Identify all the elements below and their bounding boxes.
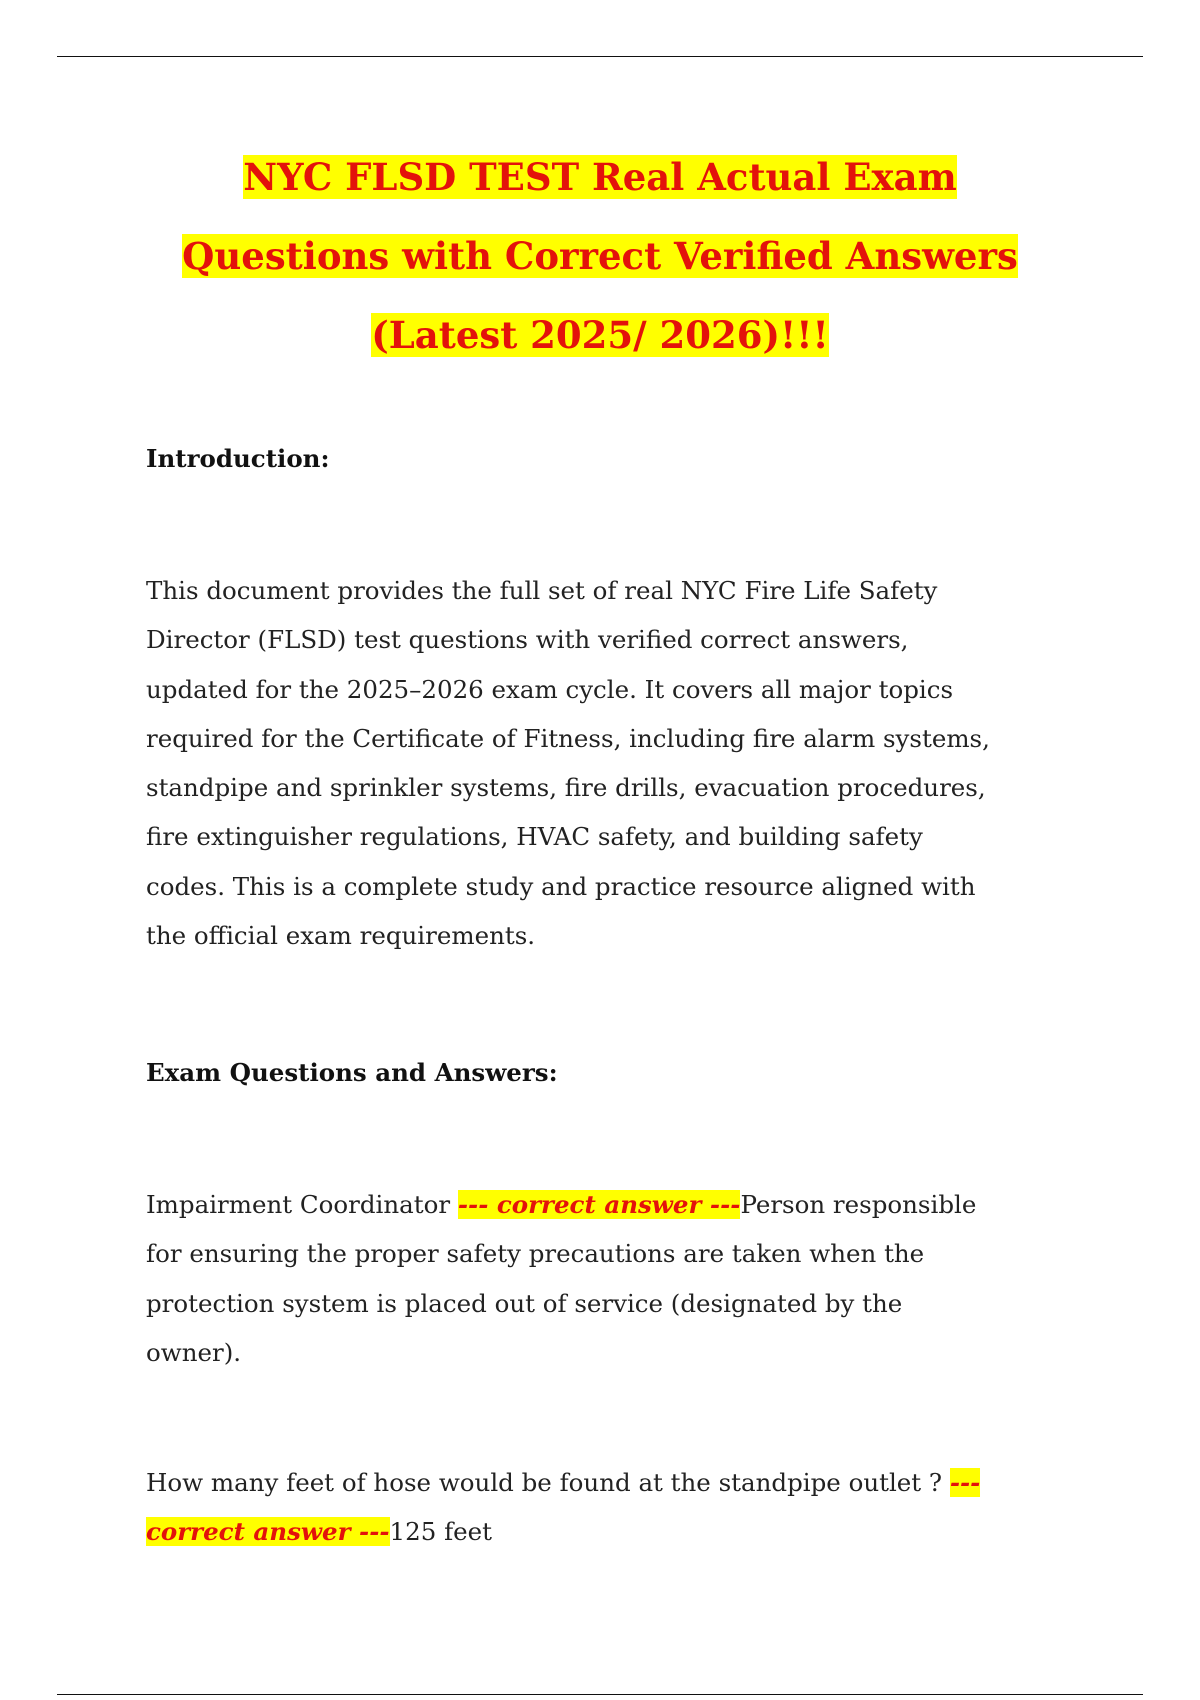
qa-line [146, 1458, 1066, 1507]
intro-line: updated for the 2025–2026 exam cycle. It covers all major topics [146, 674, 954, 704]
qa-item-2 [146, 1458, 1066, 1557]
intro-line: codes. This is a complete study and practice resource aligned with [146, 871, 976, 901]
intro-line: fire extinguisher regulations, HVAC safety, and building safety [146, 822, 923, 852]
intro-heading: Introduction: [146, 444, 330, 473]
intro-paragraph [146, 566, 1066, 960]
question-text: How many feet of hose would be found at the standpipe outlet ? [146, 1468, 950, 1497]
qa-line: protection system is placed out of service (designated by the [146, 1288, 903, 1318]
correct-answer-marker: correct answer --- [146, 1517, 390, 1547]
intro-line: Director (FLSD) test questions with verified correct answers, [146, 625, 909, 655]
qa-line [146, 1180, 1066, 1229]
answer-text: 125 feet [389, 1517, 492, 1547]
title-line-2: Questions with Correct Verified Answers [182, 234, 1018, 278]
title-line-3: (Latest 2025/ 2026)!!! [371, 313, 829, 357]
qa-item-1 [146, 1180, 1066, 1377]
top-rule [57, 56, 1143, 57]
qa-line: for ensuring the proper safety precautions are taken when the [146, 1239, 925, 1269]
intro-line: This document provides the full set of real NYC Fire Life Safety [146, 576, 938, 605]
intro-line: standpipe and sprinkler systems, fire drills, evacuation procedures, [146, 773, 986, 803]
answer-text: Person responsible [740, 1190, 977, 1219]
document-title [100, 138, 1100, 375]
correct-answer-marker: --- correct answer --- [457, 1190, 741, 1219]
qa-line: owner). [146, 1337, 242, 1367]
title-line-1: NYC FLSD TEST Real Actual Exam [243, 155, 957, 199]
intro-line: the official exam requirements. [146, 921, 536, 951]
question-text: Impairment Coordinator [146, 1190, 458, 1219]
qa-heading: Exam Questions and Answers: [146, 1058, 558, 1087]
correct-answer-marker: --- [949, 1468, 981, 1497]
intro-line: required for the Certificate of Fitness, including fire alarm systems, [146, 723, 990, 753]
bottom-rule [57, 1694, 1143, 1695]
qa-line [146, 1507, 1066, 1556]
